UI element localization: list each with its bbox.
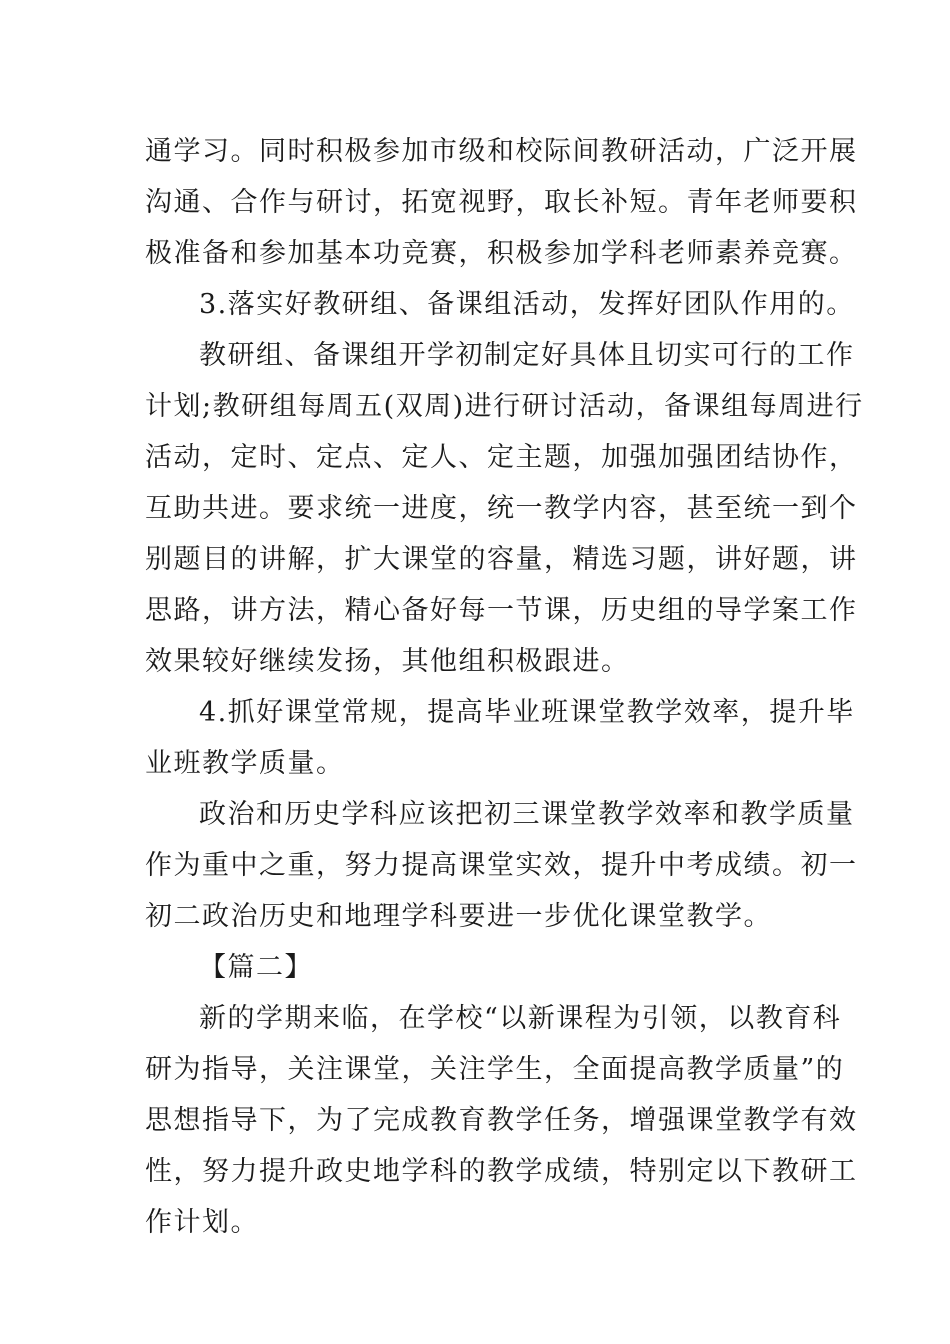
section-heading-3: 3.落实好教研组、备课组活动，发挥好团队作用的。 <box>199 289 855 320</box>
text-line: 作为重中之重，努力提高课堂实效，提升中考成绩。初一 <box>145 850 858 881</box>
text-line: 政治和历史学科应该把初三课堂教学效率和教学质量 <box>199 799 855 830</box>
body-text <box>145 126 864 1248</box>
text-line: 业班教学质量。 <box>145 748 345 779</box>
text-line: 别题目的讲解，扩大课堂的容量，精选习题，讲好题，讲 <box>145 544 858 575</box>
text-line: 沟通、合作与研讨，拓宽视野，取长补短。青年老师要积 <box>145 187 858 218</box>
text-line: 互助共进。要求统一进度，统一教学内容，甚至统一到个 <box>145 493 858 524</box>
text-line: 性，努力提升政史地学科的教学成绩，特别定以下教研工 <box>145 1156 858 1187</box>
text-line: 初二政治历史和地理学科要进一步优化课堂教学。 <box>145 901 772 932</box>
text-line: 作计划。 <box>145 1207 259 1238</box>
text-line: 思想指导下，为了完成教育教学任务，增强课堂教学有效 <box>145 1105 858 1136</box>
text-line: 通学习。同时积极参加市级和校际间教研活动，广泛开展 <box>145 136 858 167</box>
section-heading-4: 4.抓好课堂常规，提高毕业班课堂教学效率，提升毕 <box>199 697 855 728</box>
text-line: 教研组、备课组开学初制定好具体且切实可行的工作 <box>199 340 855 371</box>
text-line: 计划;教研组每周五(双周)进行研讨活动，备课组每周进行 <box>145 391 864 422</box>
text-line: 活动，定时、定点、定人、定主题，加强加强团结协作， <box>145 442 858 473</box>
text-line: 研为指导，关注课堂，关注学生，全面提高教学质量”的 <box>145 1054 845 1085</box>
text-line: 思路，讲方法，精心备好每一节课，历史组的导学案工作 <box>145 595 858 626</box>
text-line: 极准备和参加基本功竞赛，积极参加学科老师素养竞赛。 <box>145 238 858 269</box>
text-line: 效果较好继续发扬，其他组积极跟进。 <box>145 646 630 677</box>
part-heading: 【篇二】 <box>199 952 313 983</box>
text-line: 新的学期来临，在学校“以新课程为引领，以教育科 <box>199 1003 842 1034</box>
